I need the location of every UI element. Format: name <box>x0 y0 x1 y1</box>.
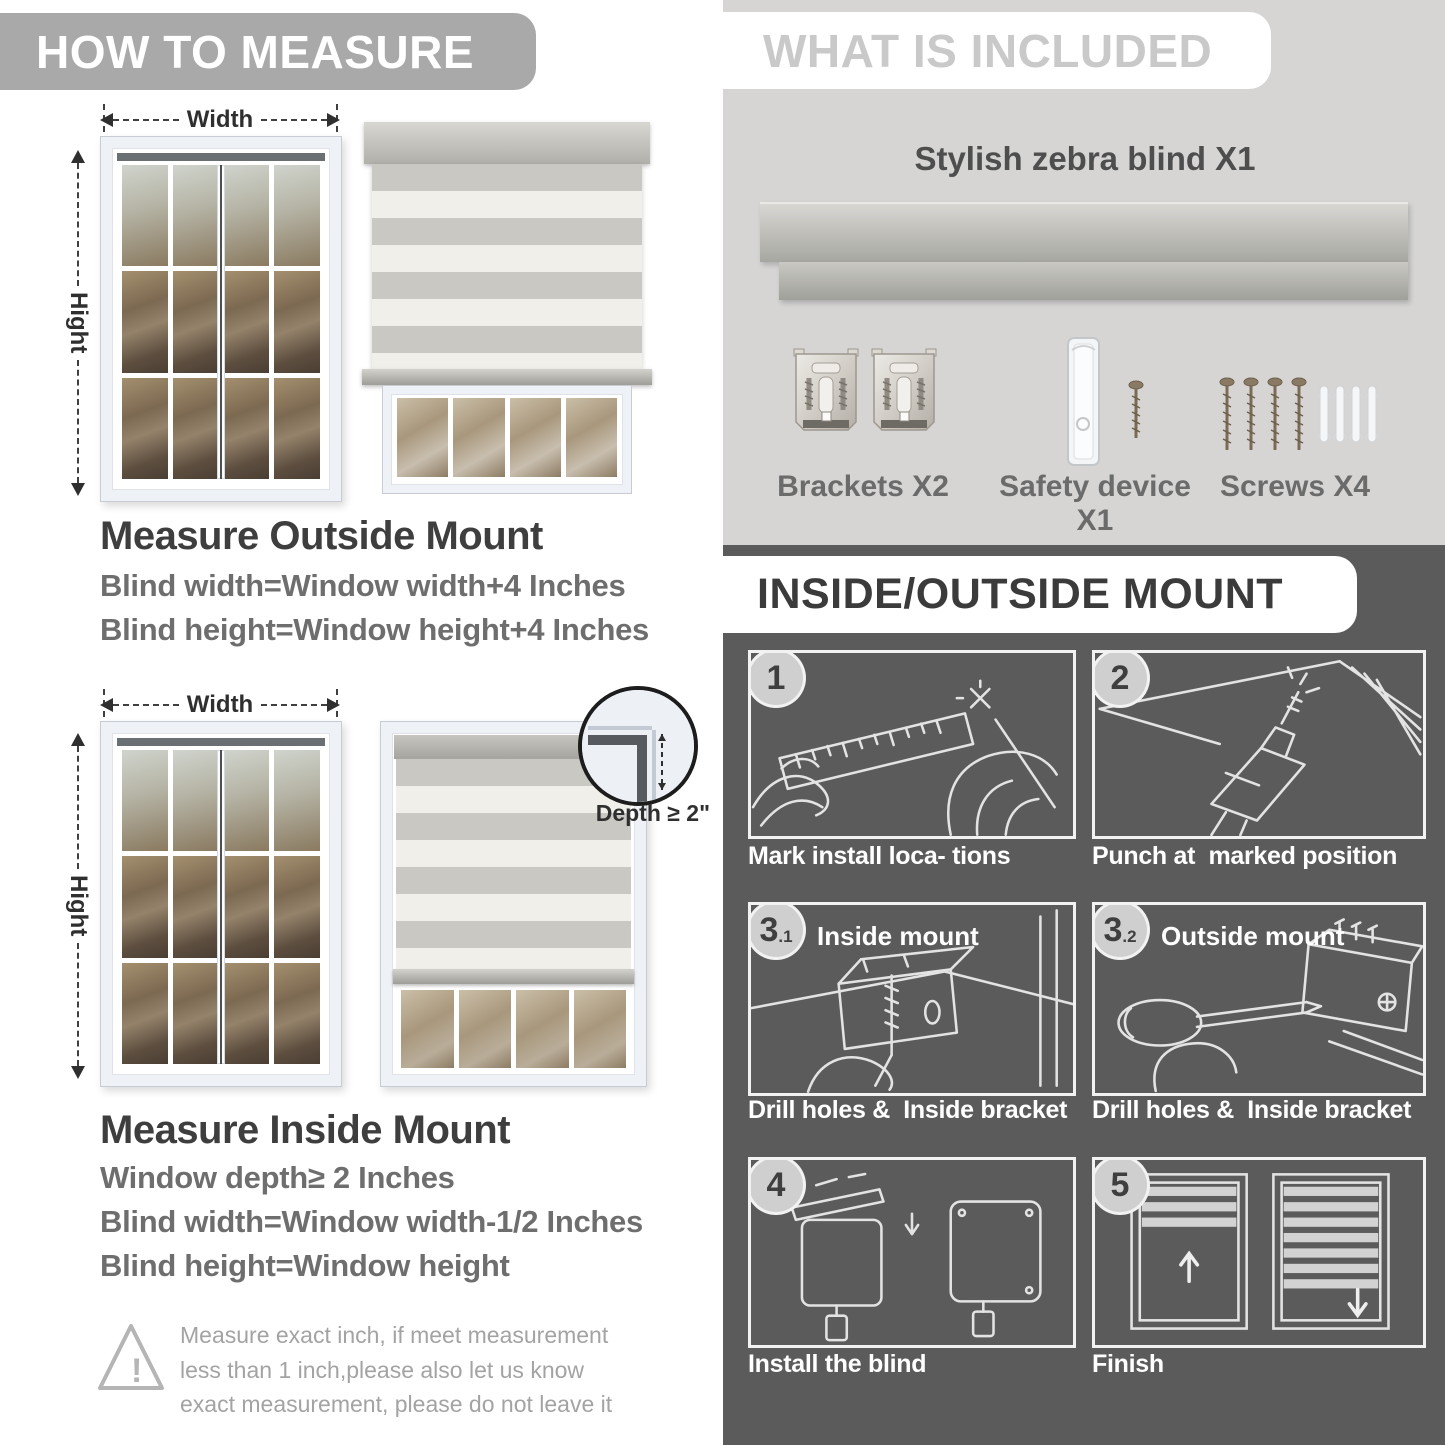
step-caption: Mark install loca- tions <box>748 842 1011 870</box>
arrowhead-down-icon <box>71 1066 85 1079</box>
height-arrow <box>65 733 91 1079</box>
outside-mount-heading: Measure Outside Mount <box>100 514 543 558</box>
window-top-strip <box>117 153 325 161</box>
blind-bottom-rail <box>362 369 652 385</box>
how-to-measure-header <box>0 13 536 90</box>
window-illustration-inside <box>100 721 342 1087</box>
step-title: Inside mount <box>817 921 979 951</box>
window-lower-part <box>382 385 632 494</box>
how-to-measure-title: HOW TO MEASURE <box>36 25 475 78</box>
depth-detail-callout <box>578 686 698 806</box>
blind-headrail-image <box>760 202 1408 262</box>
mount-section-title: INSIDE/OUTSIDE MOUNT <box>757 570 1284 618</box>
what-is-included-header <box>723 12 1271 89</box>
inside-blind-stripes <box>396 759 631 969</box>
outside-mount-line2: Blind height=Window height+4 Inches <box>100 612 649 647</box>
screws-anchors-icon <box>1218 376 1386 461</box>
mount-section-header <box>723 556 1357 633</box>
what-is-included-title: WHAT IS INCLUDED <box>763 24 1213 77</box>
height-label: Hight <box>65 875 92 937</box>
arrowhead-right-icon <box>327 113 340 127</box>
outside-mount-line1: Blind width=Window width+4 Inches <box>100 568 626 603</box>
step-number-badge: 5 <box>1093 1158 1147 1212</box>
step-caption: Punch at marked position <box>1092 842 1398 870</box>
arrowhead-down-icon <box>71 483 85 496</box>
step-number-badge: 2 <box>1093 651 1147 705</box>
step-number-badge: 1 <box>749 651 803 705</box>
arrowhead-right-icon <box>327 698 340 712</box>
step-number-badge: 3 .1 <box>749 903 803 957</box>
inside-blind-bottom-rail <box>393 969 634 984</box>
window-mullion <box>217 165 225 479</box>
safety-device-label: Safety device X1 <box>999 470 1191 537</box>
arrowhead-left-icon <box>100 113 113 127</box>
mounting-bracket-icon <box>790 344 862 441</box>
blind-stripes <box>372 164 642 369</box>
measurement-warning-text: Measure exact inch, if meet measurement less than 1 inch,please also let us know exact measurement, please do not leave it <box>180 1322 613 1417</box>
zebra-blind-outside-mount-illustration <box>368 122 646 494</box>
inside-mount-line3: Blind height=Window height <box>100 1248 510 1283</box>
window-corner-detail <box>582 690 694 802</box>
warning-exclamation: ! <box>131 1352 143 1390</box>
step-panel-5 <box>1092 1157 1426 1348</box>
step-panel-1 <box>748 650 1076 839</box>
height-arrow <box>65 150 91 496</box>
step-caption: Drill holes & Inside bracket <box>1092 1096 1412 1124</box>
window-lower-panes <box>401 990 626 1068</box>
blind-headrail-lower-bar <box>779 262 1408 300</box>
window-illustration-outside <box>100 136 342 502</box>
step-caption: Finish <box>1092 1350 1164 1378</box>
height-label: Hight <box>65 292 92 354</box>
width-label: Width <box>186 691 254 718</box>
inside-mount-heading: Measure Inside Mount <box>100 1108 511 1152</box>
brackets-label: Brackets X2 <box>777 470 949 503</box>
step-panel-3-2 <box>1092 902 1426 1096</box>
inside-mount-line2: Blind width=Window width-1/2 Inches <box>100 1204 643 1239</box>
step-number-badge: 3 .2 <box>1093 903 1147 957</box>
width-arrow <box>100 691 340 718</box>
arrowhead-up-icon <box>71 150 85 163</box>
arrowhead-up-icon <box>71 733 85 746</box>
step-title: Outside mount <box>1161 921 1345 951</box>
screws-label: Screws X4 <box>1219 470 1371 503</box>
mounting-bracket-icon <box>868 344 940 441</box>
step-panel-3-1 <box>748 902 1076 1096</box>
safety-device-icon <box>1062 336 1106 473</box>
step-panel-2 <box>1092 650 1426 839</box>
safety-screw-icon <box>1127 380 1145 447</box>
width-arrow <box>100 106 340 133</box>
width-label: Width <box>186 106 254 133</box>
product-label: Stylish zebra blind X1 <box>914 140 1256 177</box>
arrowhead-left-icon <box>100 698 113 712</box>
blind-headrail <box>364 122 650 164</box>
depth-label: Depth ≥ 2" <box>595 800 710 826</box>
step-panel-4 <box>748 1157 1076 1348</box>
step-caption: Drill holes & Inside bracket <box>748 1096 1068 1124</box>
step-number-badge: 4 <box>749 1158 803 1212</box>
inside-mount-line1: Window depth≥ 2 Inches <box>100 1160 455 1195</box>
step-caption: Install the blind <box>748 1350 927 1378</box>
